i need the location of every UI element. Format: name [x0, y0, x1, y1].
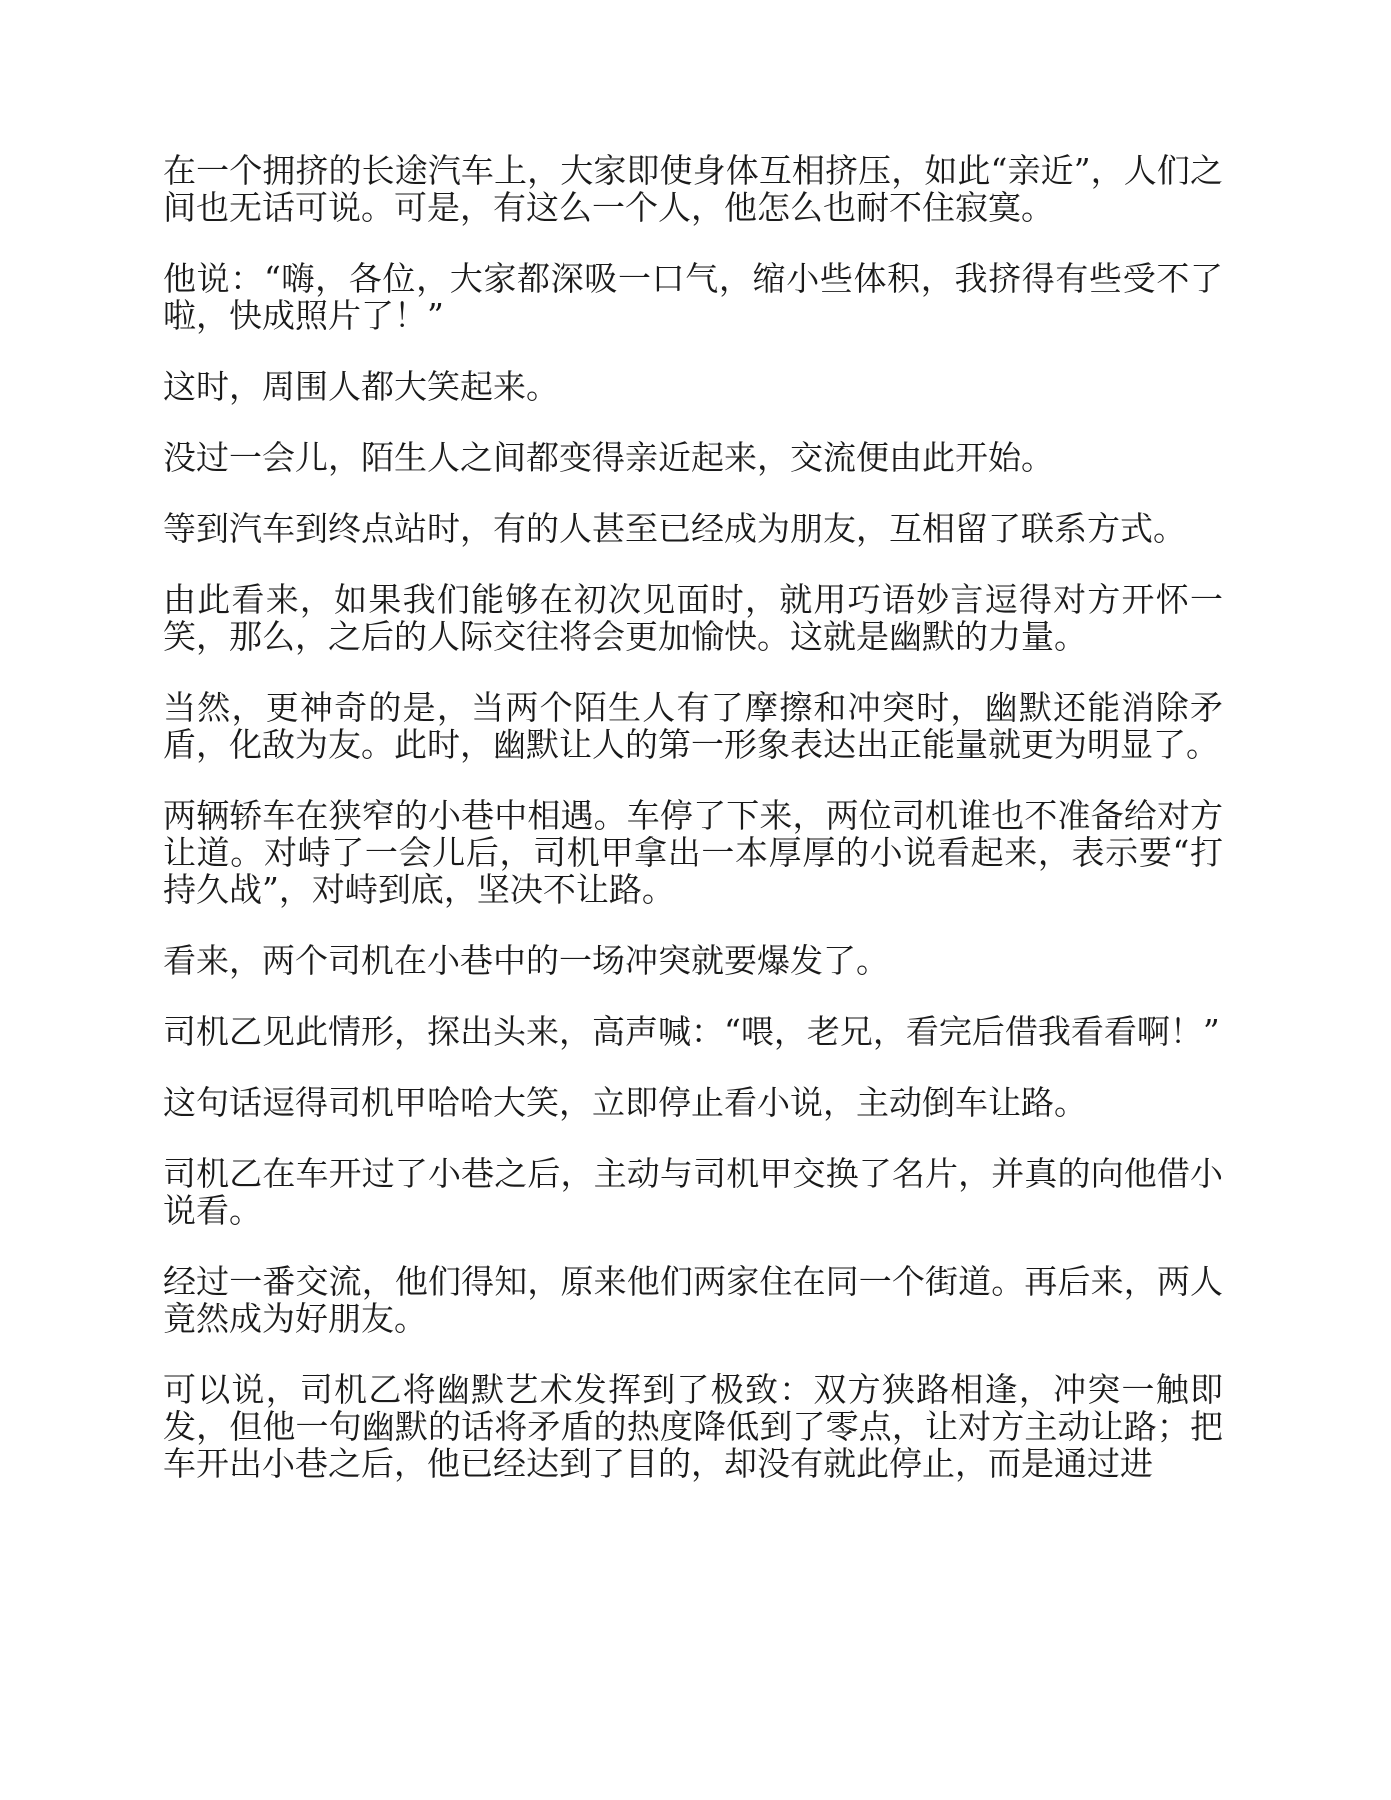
paragraph: 司机乙见此情形，探出头来，高声喊：“喂，老兄，看完后借我看看啊！” — [163, 1012, 1220, 1051]
paragraph: 这时，周围人都大笑起来。 — [163, 367, 559, 406]
paragraph: 两辆轿车在狭窄的小巷中相遇。车停了下来，两位司机谁也不准备给对方让道。对峙了一会儿后，司机甲拿出一本厚厚的小说看起来，表示要“打持久战”，对峙到底，坚决不让路。 — [163, 796, 1223, 909]
paragraph: 他说：“嗨，各位，大家都深吸一口气，缩小些体积，我挤得有些受不了啦，快成照片了！” — [163, 259, 1223, 335]
paragraph: 看来，两个司机在小巷中的一场冲突就要爆发了。 — [163, 941, 889, 980]
paragraph: 当然，更神奇的是，当两个陌生人有了摩擦和冲突时，幽默还能消除矛盾，化敌为友。此时，幽默让人的第一形象表达出正能量就更为明显了。 — [163, 688, 1223, 764]
paragraph: 在一个拥挤的长途汽车上，大家即使身体互相挤压，如此“亲近”，人们之间也无话可说。可是，有这么一个人，他怎么也耐不住寂寞。 — [163, 151, 1223, 227]
article-body — [163, 152, 1223, 1516]
paragraph: 由此看来，如果我们能够在初次见面时，就用巧语妙言逗得对方开怀一笑，那么，之后的人际交往将会更加愉快。这就是幽默的力量。 — [163, 580, 1223, 656]
paragraph: 等到汽车到终点站时，有的人甚至已经成为朋友，互相留了联系方式。 — [163, 509, 1186, 548]
paragraph: 司机乙在车开过了小巷之后，主动与司机甲交换了名片，并真的向他借小说看。 — [163, 1154, 1223, 1230]
paragraph: 经过一番交流，他们得知，原来他们两家住在同一个街道。再后来，两人竟然成为好朋友。 — [163, 1262, 1223, 1338]
paragraph: 可以说，司机乙将幽默艺术发挥到了极致：双方狭路相逢，冲突一触即发，但他一句幽默的话将矛盾的热度降低到了零点，让对方主动让路；把车开出小巷之后，他已经达到了目的，却没有就此停止，而是通过进 — [163, 1370, 1223, 1483]
paragraph: 这句话逗得司机甲哈哈大笑，立即停止看小说，主动倒车让路。 — [163, 1083, 1087, 1122]
paragraph: 没过一会儿，陌生人之间都变得亲近起来，交流便由此开始。 — [163, 438, 1054, 477]
